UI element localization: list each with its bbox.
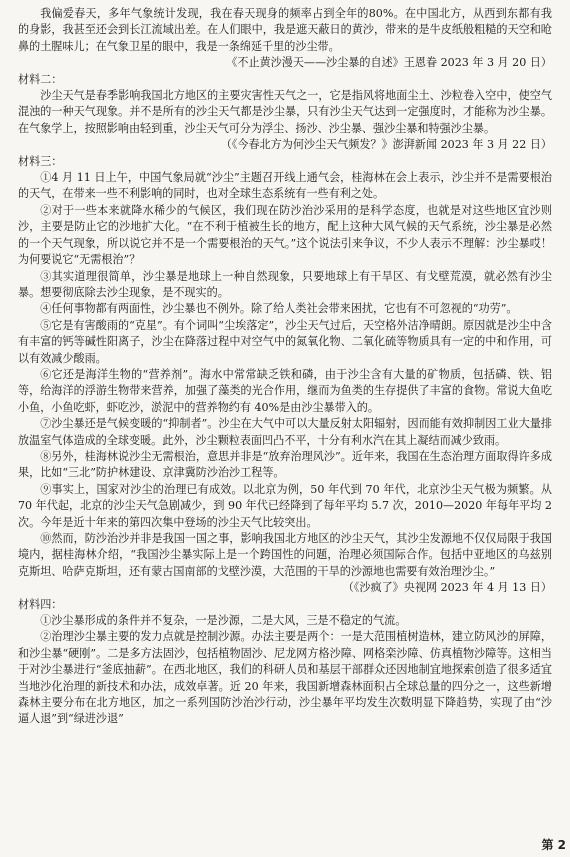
intro-paragraph: 我偏爱春天，多年气象统计发现，我在春天现身的频率占到全年的80%。在中国北方，从西到东都有我的身影，我甚至还会到长江流域出差。在人们眼中，我是遮天蔽日的黄沙，带来的是牛皮纸般粗糙的天空和呛鼻的土腥味儿；在气象卫星的眼中，我是一条绵延千里的沙尘带。: [18, 7, 552, 53]
material-3-paragraph: ①4 月 11 日上午，中国气象局就“沙尘”主题召开线上通气会，桂海林在会上表示，沙尘并不是需要根治的天气，在带来一些不利影响的同时，也对全球生态系统有一些有利之处。: [18, 171, 552, 201]
material-2-paragraph: 沙尘天气是春季影响我国北方地区的主要灾害性天气之一，它是指风将地面尘土、沙粒卷入空中，使空气混浊的一种天气现象。并不是所有的沙尘天气都是沙尘暴，只有沙尘天气达到一定强度时，才能称为沙尘暴。在气象学上，按照影响由轻到重，沙尘天气可分为浮尘、扬沙、沙尘暴、强沙尘暴和特强沙尘暴。: [18, 89, 552, 135]
material-3-source: （《沙疯了》央视网 2023 年 4 月 13 日）: [342, 581, 552, 595]
material-4-section: [18, 597, 552, 728]
material-3-section: [18, 154, 552, 597]
material-3-paragraph: ④任何事物都有两面性，沙尘暴也不例外。除了给人类社会带来困扰，它也有不可忽视的“功劳”。: [40, 302, 518, 316]
material-3-paragraph: ⑦沙尘暴还是气候变暖的“抑制者”。沙尘在大气中可以大量反射太阳辐射，因而能有效抑制因工业大量排放温室气体造成的全球变暖。此外，沙尘颗粒表面凹凸不平，十分有利水汽在其上凝结而减少致雨。: [18, 417, 552, 447]
material-3-label: 材料三：: [18, 154, 63, 168]
material-2-section: [18, 72, 552, 154]
material-4-paragraph: ②治理沙尘暴主要的发力点就是控制沙源。办法主要是两个：一是大范围植树造林，建立防风沙的屏障，和沙尘暴“硬刚”。二是多方法固沙，包括植物固沙、尼龙网方格沙障、网格栾沙障、仿真植物沙障等。这相当于对沙尘暴进行“釜底抽薪”。在西北地区，我们的科研人员和基层干部群众还因地制宜地探索创造了很多适宜当地沙化治理的新技术和办法，成效卓著。近 20 年来，我国新增森林面积占全球总量的四分之一，这些新增森林主要分布在北方地区，加之一系列国防沙治沙行动，沙尘暴年平均发生次数明显下降趋势，实现了由“沙逼人退”到“绿进沙退”: [18, 630, 552, 726]
material-4-label: 材料四：: [18, 597, 63, 611]
material-2-source: （《今春北方为何沙尘天气频发？》澎湃新闻 2023 年 3 月 22 日）: [220, 138, 552, 152]
material-3-paragraph: ⑧另外，桂海林说沙尘无需根治，意思并非是“放弃治理风沙”。近年来，我国在生态治理方面取得许多成果，比如“三北”防护林建设、京津冀防沙治沙工程等。: [18, 449, 552, 480]
material-2-label: 材料二：: [18, 72, 63, 86]
material-3-paragraph: ⑩然而，防沙治沙并非是我国一国之事，影响我国北方地区的沙尘天气，其沙尘发源地不仅仅局限于我国境内，据桂海林介绍，“我国沙尘暴实际上是一个跨国性的问题，治理必须国际合作。包括中亚地区的乌兹别克斯坦、哈萨克斯坦，还有蒙古国南部的戈壁沙漠，大范围的干旱的沙源地也需要有效治理沙尘。”: [18, 532, 552, 578]
intro-source: 《不止黄沙漫天——沙尘暴的自述》王恩眷 2023 年 3 月 20 日）: [226, 56, 552, 70]
material-3-paragraph: ⑥它还是海洋生物的“营养剂”。海水中常常缺乏铁和磷，由于沙尘含有大量的矿物质，包括磷、铁、铝等，给海洋的浮游生物带来营养，加强了藻类的光合作用，继而为鱼类的生存提供了丰富的食物。常说大鱼吃小鱼，小鱼吃虾，虾吃沙，淤泥中的营养物约有 40%是由沙尘暴带入的。: [18, 367, 552, 414]
material-3-paragraph: ⑤它是有害酸雨的“克星”。有个词叫“尘埃落定”，沙尘天气过后，天空格外洁净晴朗。原因就是沙尘中含有丰富的钙等碱性阳离子，沙尘在降落过程中对空气中的氮氧化物、二氧化硫等物质具有一定的中和作用，可以有效减少酸雨。: [18, 318, 552, 365]
material-4-paragraph: ①沙尘暴形成的条件并不复杂，一是沙源，二是大风，三是不稳定的气流。: [40, 614, 407, 628]
material-3-paragraph: ⑨事实上，国家对沙尘的治理已有成效。以北京为例，50 年代到 70 年代，北京沙尘天气极为频繁。从 70 年代起，北京的沙尘天气急剧减少，到 90 年代已经降到了每年平均 5.7 次，2010—2020 年每年平均 2 次。今年是近十年来的第四次集中登场的沙尘天气比较突出。: [18, 482, 552, 529]
material-3-paragraph: ③其实道理很简单，沙尘暴是地球上一种自然现象，只要地球上有干旱区、有戈壁荒漠，就必然有沙尘暴。想要彻底除去沙尘现象，是不现实的。: [18, 269, 552, 299]
material-3-paragraph: ②对于一些本来就降水稀少的气候区，我们现在防沙治沙采用的是科学态度，也就是对这些地区宜沙则沙，主要是防止它的沙地扩大化。“在不利于植被生长的地方，配上这种大风气候的天气系统，沙尘暴是必然的一个天气现象，所以说它并不是一个需要根治的天气。”这个说法引来争议，不少人表示不理解：沙尘暴哎！为何要说它“无需根治”？: [18, 203, 552, 267]
page-number: 第 2: [541, 838, 566, 852]
intro-section: [18, 6, 552, 72]
